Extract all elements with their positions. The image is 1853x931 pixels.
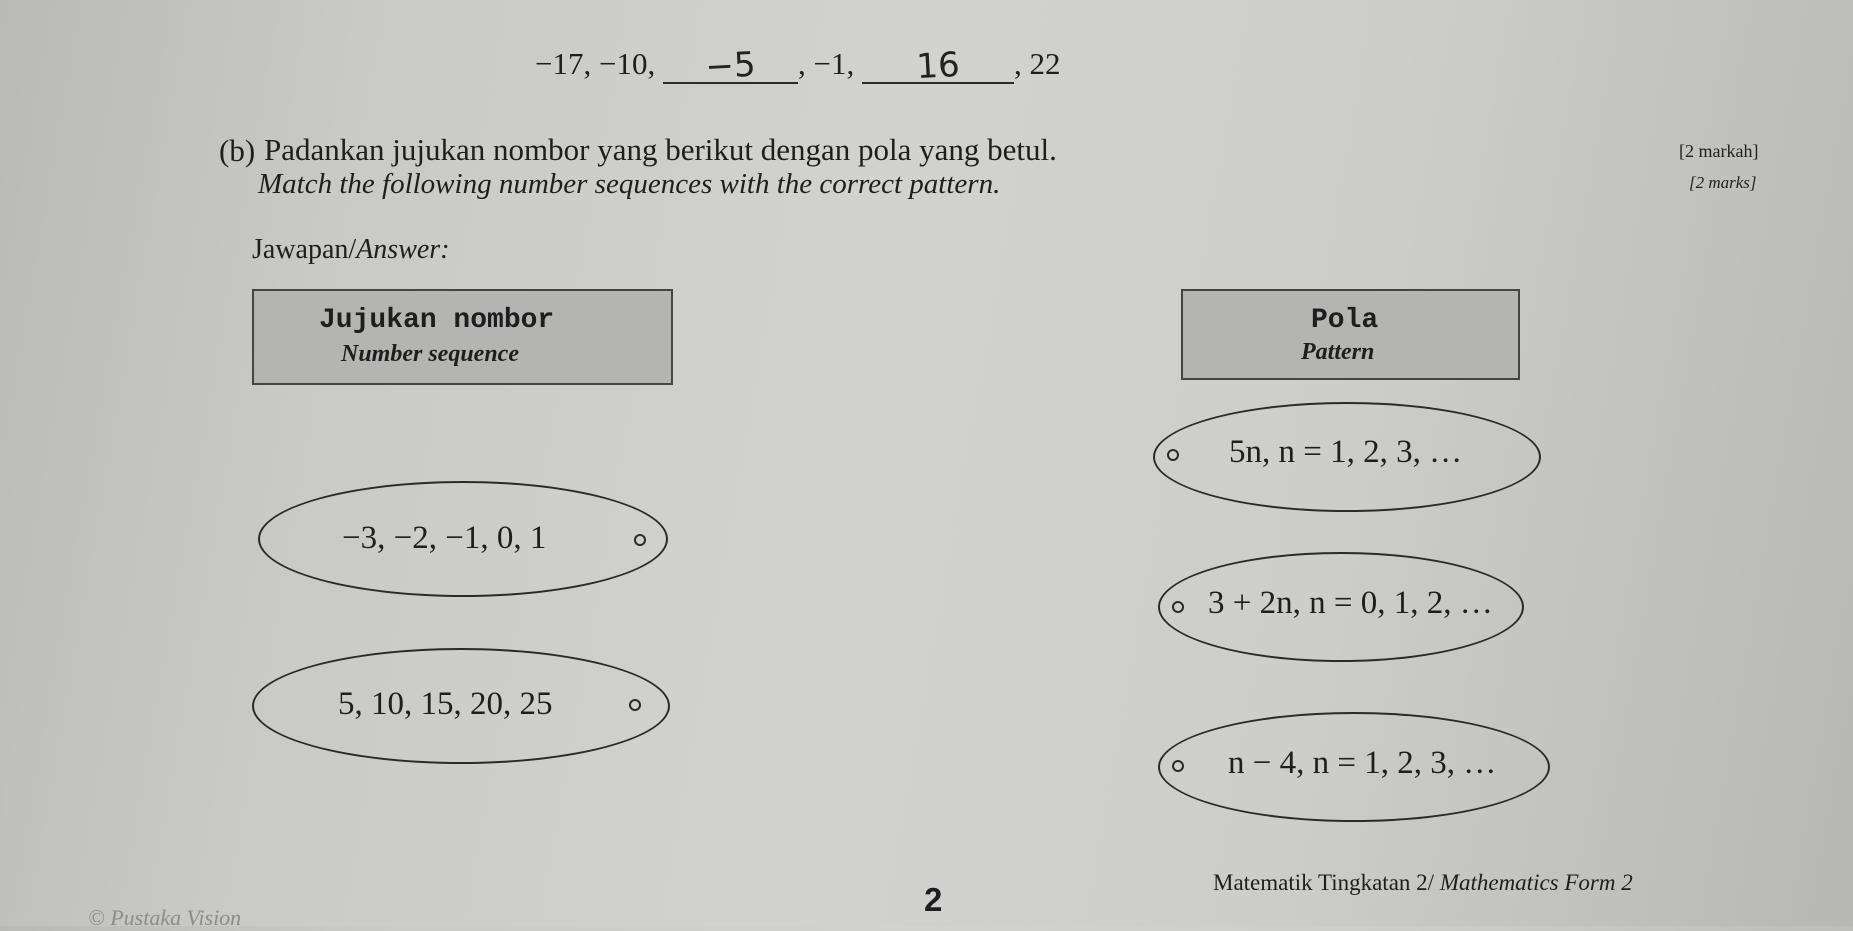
footer-title-english: Mathematics Form 2 bbox=[1439, 870, 1633, 895]
match-dot-left-1[interactable] bbox=[634, 534, 646, 546]
answer-blank-2[interactable] bbox=[862, 44, 1014, 88]
header-right-english: Pattern bbox=[1301, 339, 1375, 365]
handwritten-answer-1: −5 bbox=[704, 44, 757, 88]
header-pattern bbox=[1181, 289, 1520, 380]
answer-blank-1[interactable] bbox=[663, 44, 798, 88]
header-number-sequence bbox=[252, 289, 673, 385]
copyright-text: © Pustaka Vision bbox=[88, 905, 242, 930]
footer-title-malay: Matematik Tingkatan 2/ bbox=[1213, 870, 1440, 895]
pattern-text-2: 3 + 2n, n = 0, 1, 2, … bbox=[1208, 585, 1493, 621]
sequence-text-2: 5, 10, 15, 20, 25 bbox=[338, 686, 553, 722]
sequence-question bbox=[535, 44, 1061, 88]
marks-english: [2 marks] bbox=[1689, 173, 1757, 192]
sequence-part-2: , −1, bbox=[797, 46, 862, 81]
page-number: 2 bbox=[924, 881, 943, 918]
sequence-text-1: −3, −2, −1, 0, 1 bbox=[342, 520, 547, 556]
answer-label-malay: Jawapan/ bbox=[252, 234, 357, 265]
answer-label bbox=[252, 234, 450, 266]
sequence-oval-2[interactable] bbox=[252, 648, 670, 764]
match-dot-right-2[interactable] bbox=[1172, 601, 1184, 613]
pattern-oval-1[interactable] bbox=[1153, 402, 1541, 512]
instruction-english: Match the following number sequences with the correct pattern. bbox=[258, 168, 1001, 200]
sequence-part-3: , 22 bbox=[1013, 46, 1061, 81]
header-right-malay: Pola bbox=[1311, 305, 1379, 336]
pattern-text-3: n − 4, n = 1, 2, 3, … bbox=[1228, 745, 1497, 781]
sequence-part-1: −17, −10, bbox=[535, 46, 663, 81]
match-dot-right-3[interactable] bbox=[1172, 760, 1184, 772]
header-left-malay: Jujukan nombor bbox=[319, 305, 555, 336]
marks-malay: [2 markah] bbox=[1679, 141, 1759, 161]
handwritten-answer-2: 16 bbox=[915, 44, 961, 88]
footer-title bbox=[1213, 870, 1633, 896]
instruction-malay: Padankan jujukan nombor yang berikut dengan pola yang betul. bbox=[264, 132, 1057, 167]
pattern-oval-2[interactable] bbox=[1158, 552, 1524, 662]
match-dot-left-2[interactable] bbox=[629, 699, 641, 711]
pattern-oval-3[interactable] bbox=[1158, 712, 1550, 822]
sequence-oval-1[interactable] bbox=[258, 481, 668, 597]
header-left-english: Number sequence bbox=[341, 341, 519, 367]
answer-label-english: Answer: bbox=[356, 234, 450, 265]
pattern-text-1: 5n, n = 1, 2, 3, … bbox=[1229, 434, 1463, 470]
match-dot-right-1[interactable] bbox=[1167, 449, 1179, 461]
question-label: (b) bbox=[219, 133, 256, 168]
